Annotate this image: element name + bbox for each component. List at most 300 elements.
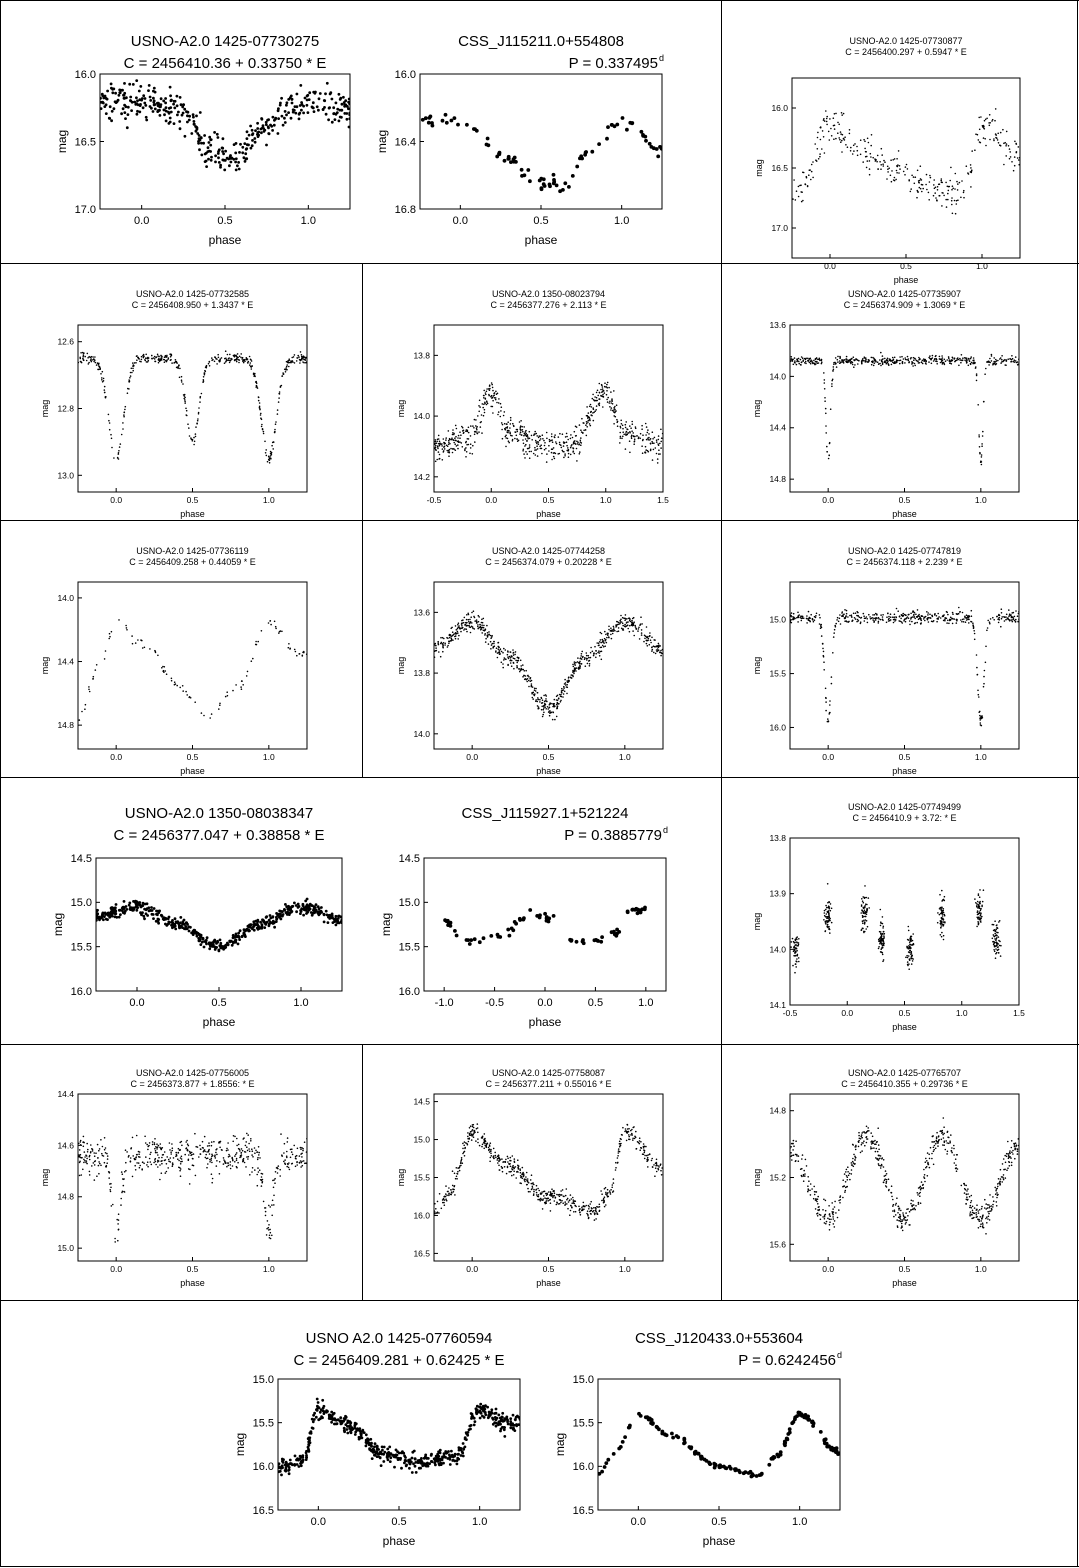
data-point [646, 626, 648, 628]
data-point [994, 362, 996, 364]
data-point [968, 173, 970, 175]
data-point [520, 668, 522, 670]
data-point [196, 132, 199, 135]
data-point [974, 363, 976, 365]
data-point [507, 656, 509, 658]
data-point [828, 905, 830, 907]
data-point [844, 359, 846, 361]
data-point [468, 614, 470, 616]
data-point [551, 439, 553, 441]
data-point [817, 148, 819, 150]
data-point [964, 616, 966, 618]
data-point [520, 427, 522, 429]
data-point [803, 617, 805, 619]
data-point [109, 429, 111, 431]
data-point [138, 358, 140, 360]
data-point [111, 110, 114, 113]
data-point [193, 437, 195, 439]
data-point [235, 935, 238, 938]
data-point [644, 452, 646, 454]
data-point [265, 916, 268, 919]
data-point [571, 674, 573, 676]
y-tick-label: 16.0 [74, 68, 96, 81]
data-point [896, 170, 898, 172]
data-point [86, 360, 88, 362]
data-point [282, 372, 284, 374]
data-point [915, 358, 917, 360]
data-point [310, 904, 313, 907]
data-point [549, 707, 551, 709]
data-point [270, 451, 272, 453]
data-point [979, 896, 981, 898]
data-point [970, 363, 972, 365]
data-point [1015, 621, 1017, 623]
data-point [968, 359, 970, 361]
data-point [196, 935, 199, 938]
data-point [641, 425, 643, 427]
data-point [946, 618, 948, 620]
data-point [531, 685, 533, 687]
data-point [601, 384, 603, 386]
data-point [134, 103, 137, 106]
data-point [139, 98, 142, 101]
data-point [473, 610, 475, 612]
data-point [492, 643, 494, 645]
data-point [599, 940, 603, 944]
data-point [236, 164, 239, 167]
data-point [179, 921, 182, 924]
data-point [281, 631, 283, 633]
data-point [866, 167, 868, 169]
data-point [839, 356, 841, 358]
data-point [831, 386, 833, 388]
data-point [438, 644, 440, 646]
data-point [296, 93, 299, 96]
data-point [216, 363, 218, 365]
data-point [246, 357, 248, 359]
data-point [875, 613, 877, 615]
data-point [535, 690, 537, 692]
data-point [474, 431, 476, 433]
data-point [566, 445, 568, 447]
data-point [277, 109, 280, 112]
data-point [525, 675, 527, 677]
data-point [217, 949, 220, 952]
data-point [963, 618, 965, 620]
data-point [626, 621, 628, 623]
data-point [176, 95, 179, 98]
data-point [494, 645, 496, 647]
data-point [527, 438, 529, 440]
data-point [438, 651, 440, 653]
data-point [862, 900, 864, 902]
y-tick-label: 14.0 [769, 371, 786, 382]
data-point [1001, 618, 1003, 620]
data-point [944, 921, 946, 923]
data-point [178, 926, 181, 929]
data-point [842, 359, 844, 361]
data-point [829, 118, 831, 120]
data-point [948, 190, 950, 192]
data-point [605, 137, 609, 141]
plot-frame [424, 858, 666, 991]
data-point [221, 159, 224, 162]
data-point [135, 362, 137, 364]
data-point [535, 688, 537, 690]
data-point [251, 139, 254, 142]
data-point [952, 185, 954, 187]
data-point [586, 426, 588, 428]
data-point [492, 387, 494, 389]
data-point [515, 651, 517, 653]
data-point [590, 404, 592, 406]
data-point [625, 432, 627, 434]
data-point [903, 358, 905, 360]
data-point [952, 613, 954, 615]
data-point [537, 692, 539, 694]
y-axis-label: mag [40, 399, 50, 418]
data-point [968, 617, 970, 619]
data-point [438, 451, 440, 453]
data-point [203, 379, 205, 381]
data-point [294, 362, 296, 364]
data-point [541, 448, 543, 450]
data-point [970, 356, 972, 358]
data-point [475, 425, 477, 427]
data-point [338, 93, 341, 96]
data-point [641, 634, 643, 636]
data-point [819, 614, 821, 616]
x-tick-label: 0.5 [542, 752, 555, 762]
data-point [189, 435, 191, 437]
data-point [251, 133, 254, 136]
data-point [889, 359, 891, 361]
data-point [270, 453, 272, 455]
data-point [509, 427, 511, 429]
data-point [1014, 156, 1016, 158]
data-point [529, 438, 531, 440]
y-tick-label: 17.0 [74, 203, 96, 216]
data-point [185, 691, 187, 693]
data-point [205, 160, 208, 163]
data-point [864, 357, 866, 359]
data-point [620, 420, 622, 422]
data-point [974, 149, 976, 151]
data-point [942, 357, 944, 359]
data-point [251, 368, 253, 370]
x-axis-label: phase [892, 509, 917, 519]
data-point [169, 117, 172, 120]
data-point [798, 361, 800, 363]
data-point [611, 407, 613, 409]
data-point [883, 165, 885, 167]
data-point [120, 112, 123, 115]
data-point [474, 620, 476, 622]
data-point [602, 406, 604, 408]
data-point [500, 416, 502, 418]
data-point [820, 127, 822, 129]
data-point [951, 189, 953, 191]
data-point [844, 609, 846, 611]
data-point [119, 909, 122, 912]
data-point [279, 393, 281, 395]
data-point [479, 627, 481, 629]
x-tick-label: 1.0 [300, 215, 316, 227]
data-point [866, 361, 868, 363]
data-points [433, 610, 663, 720]
data-point [214, 161, 217, 164]
data-point [228, 164, 231, 167]
data-point [589, 663, 591, 665]
data-point [302, 903, 305, 906]
data-point [807, 358, 809, 360]
data-point [179, 687, 181, 689]
data-point [874, 158, 876, 160]
data-point [348, 112, 351, 115]
data-point [887, 613, 889, 615]
data-point [898, 172, 900, 174]
data-point [608, 629, 610, 631]
data-point [801, 618, 803, 620]
data-point [123, 414, 125, 416]
data-point [936, 359, 938, 361]
data-point [999, 615, 1001, 617]
data-point [201, 712, 203, 714]
data-point [981, 716, 983, 718]
data-point [132, 365, 134, 367]
data-points [443, 906, 647, 946]
data-point [458, 635, 460, 637]
data-point [926, 189, 928, 191]
data-point [443, 438, 445, 440]
data-point [539, 446, 541, 448]
data-point [834, 362, 836, 364]
data-point [957, 189, 959, 191]
data-point [908, 360, 910, 362]
chart-panel [732, 32, 1032, 285]
data-point [470, 632, 472, 634]
data-point [474, 419, 476, 421]
data-point [271, 445, 273, 447]
data-point [579, 662, 581, 664]
data-point [982, 435, 984, 437]
data-point [566, 684, 568, 686]
data-point [794, 360, 796, 362]
data-point [922, 188, 924, 190]
data-point [921, 184, 923, 186]
data-point [948, 623, 950, 625]
data-point [88, 689, 90, 691]
data-point [142, 94, 145, 97]
data-point [456, 123, 460, 127]
data-point [902, 622, 904, 624]
data-point [519, 668, 521, 670]
data-point [978, 436, 980, 438]
data-point [559, 433, 561, 435]
data-point [890, 159, 892, 161]
data-point [145, 357, 147, 359]
data-point [657, 458, 659, 460]
data-point [911, 963, 913, 965]
data-point [194, 441, 196, 443]
data-point [910, 947, 912, 949]
y-tick-label: 14.0 [57, 592, 74, 603]
data-point [522, 431, 524, 433]
data-point [839, 358, 841, 360]
y-tick-label: 15.0 [769, 614, 786, 625]
data-point [218, 708, 220, 710]
data-point [905, 166, 907, 168]
plot-frame [790, 582, 1019, 749]
data-point [880, 168, 882, 170]
chart-panel [370, 800, 700, 1036]
data-point [452, 432, 454, 434]
data-point [933, 620, 935, 622]
data-point [820, 624, 822, 626]
data-point [640, 623, 642, 625]
data-point [294, 112, 297, 115]
data-point [1011, 161, 1013, 163]
data-point [277, 409, 279, 411]
data-point [290, 95, 293, 98]
data-point [550, 712, 552, 714]
data-point [877, 168, 879, 170]
data-point [282, 124, 285, 127]
data-point [868, 907, 870, 909]
data-point [976, 373, 978, 375]
data-point [828, 455, 830, 457]
data-point [504, 423, 506, 425]
data-point [478, 621, 480, 623]
data-point [231, 358, 233, 360]
x-axis-label: phase [208, 233, 242, 247]
data-point [882, 616, 884, 618]
data-point [594, 646, 596, 648]
data-point [510, 435, 512, 437]
data-point [652, 442, 654, 444]
data-point [486, 404, 488, 406]
data-point [204, 370, 206, 372]
data-point [290, 117, 293, 120]
data-point [184, 401, 186, 403]
y-tick-label: 16.0 [70, 985, 92, 998]
data-point [995, 957, 997, 959]
data-point [625, 128, 629, 132]
data-point [552, 182, 556, 186]
data-point [989, 114, 991, 116]
data-point [461, 442, 463, 444]
data-point [101, 912, 104, 915]
data-point [889, 620, 891, 622]
data-point [552, 914, 556, 918]
data-point [332, 106, 335, 109]
data-point [870, 153, 872, 155]
data-point [564, 683, 566, 685]
data-point [483, 618, 485, 620]
data-point [457, 631, 459, 633]
data-point [249, 356, 251, 358]
data-point [844, 136, 846, 138]
data-point [496, 647, 498, 649]
data-point [947, 193, 949, 195]
x-tick-label: 0.0 [822, 752, 835, 762]
data-point [631, 620, 633, 622]
data-point [966, 359, 968, 361]
data-point [552, 173, 556, 177]
data-point [647, 437, 649, 439]
data-point [805, 363, 807, 365]
data-point [936, 363, 938, 365]
data-point [792, 359, 794, 361]
data-point [288, 358, 290, 360]
data-point [88, 363, 90, 365]
data-point [323, 99, 326, 102]
data-point [851, 614, 853, 616]
data-point [206, 367, 208, 369]
data-point [228, 358, 230, 360]
data-point [543, 707, 545, 709]
data-point [207, 158, 210, 161]
data-point [199, 401, 201, 403]
x-tick-label: 0.0 [110, 495, 123, 505]
data-point [966, 361, 968, 363]
data-point [177, 368, 179, 370]
data-point [1011, 617, 1013, 619]
data-point [182, 685, 184, 687]
data-point [331, 121, 334, 124]
data-point [576, 426, 578, 428]
data-point [599, 383, 601, 385]
chart-panel [732, 798, 1062, 1034]
data-point [306, 99, 309, 102]
data-point [840, 131, 842, 133]
data-point [579, 424, 581, 426]
data-point [93, 361, 95, 363]
data-point [622, 428, 624, 430]
data-point [941, 192, 943, 194]
data-point [206, 150, 209, 153]
data-point [219, 704, 221, 706]
data-point [460, 434, 462, 436]
data-point [985, 119, 987, 121]
data-point [652, 438, 654, 440]
data-point [792, 965, 794, 967]
data-point [455, 625, 457, 627]
data-point [833, 636, 835, 638]
data-point [845, 144, 847, 146]
x-tick-label: 1.0 [974, 752, 987, 762]
data-points [790, 352, 1020, 466]
data-point [988, 364, 990, 366]
data-point [597, 395, 599, 397]
data-point [794, 952, 796, 954]
data-point [887, 362, 889, 364]
data-point [215, 358, 217, 360]
data-point [559, 444, 561, 446]
data-point [516, 435, 518, 437]
data-point [981, 725, 983, 727]
data-point [993, 934, 995, 936]
data-point [492, 412, 494, 414]
data-point [910, 357, 912, 359]
data-point [940, 362, 942, 364]
data-point [95, 919, 98, 922]
data-point [108, 414, 110, 416]
data-point [82, 352, 84, 354]
data-point [893, 359, 895, 361]
data-point [646, 637, 648, 639]
data-point [979, 715, 981, 717]
